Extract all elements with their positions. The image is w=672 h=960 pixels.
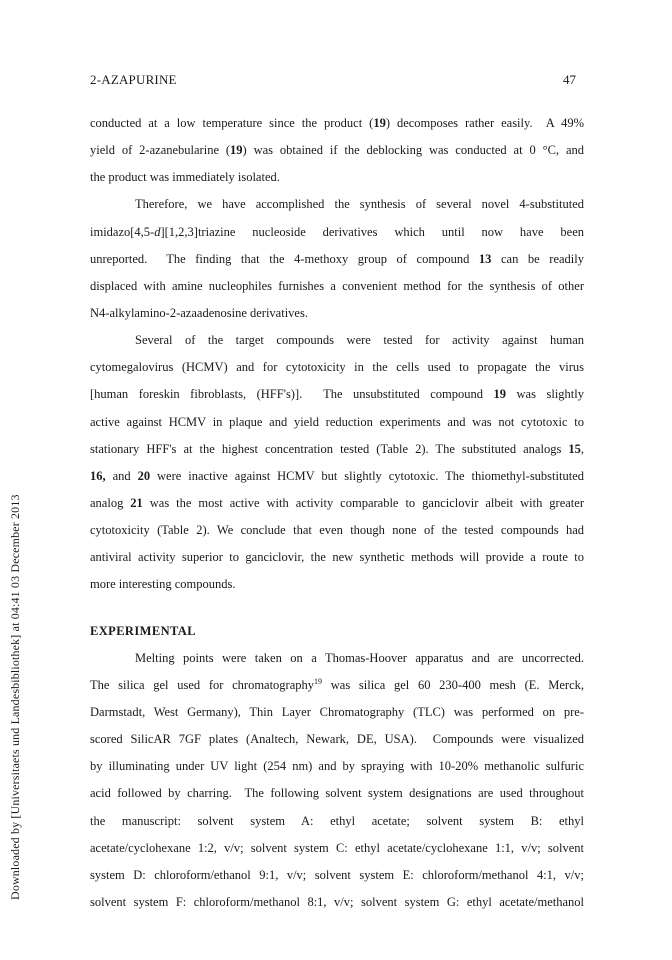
text-line: stationary HFF's at the highest concentration tested (Table 2). The substituted analogs 15,	[90, 441, 584, 456]
text-line: displaced with amine nucleophiles furnishes a convenient method for the synthesis of other	[90, 278, 584, 293]
text-line: analog 21 was the most active with activity comparable to ganciclovir albeit with greater	[90, 495, 584, 510]
text-line: the product was immediately isolated.	[90, 170, 280, 185]
text-line: imidazo[4,5-d][1,2,3]triazine nucleoside derivatives which until now have been	[90, 224, 584, 239]
page-body	[90, 110, 584, 916]
text-line: active against HCMV in plaque and yield reduction experiments and was not cytotoxic to	[90, 414, 584, 429]
text-line: Melting points were taken on a Thomas-Hoover apparatus and are uncorrected.	[135, 650, 584, 665]
text-line: Therefore, we have accomplished the synthesis of several novel 4-substituted	[135, 197, 584, 212]
text-line: more interesting compounds.	[90, 577, 236, 592]
text-line: antiviral activity superior to ganciclovir, the new synthetic methods will provide a route to	[90, 550, 584, 565]
text-line: system D: chloroform/ethanol 9:1, v/v; solvent system E: chloroform/methanol 4:1, v/v;	[90, 867, 584, 882]
running-title: 2-AZAPURINE	[90, 72, 177, 87]
text-line: solvent system F: chloroform/methanol 8:1, v/v; solvent system G: ethyl acetate/methanol	[90, 894, 584, 909]
page-number: 47	[563, 72, 576, 87]
text-line: cytotoxicity (Table 2). We conclude that even though none of the tested compounds had	[90, 523, 584, 538]
text-line: [human foreskin fibroblasts, (HFF's)]. The unsubstituted compound 19 was slightly	[90, 387, 584, 402]
text-line: 16, and 20 were inactive against HCMV but slightly cytotoxic. The thiomethyl-substituted	[90, 468, 584, 483]
text-line: unreported. The finding that the 4-methoxy group of compound 13 can be readily	[90, 251, 584, 266]
section-heading: EXPERIMENTAL	[90, 623, 196, 638]
text-line: cytomegalovirus (HCMV) and for cytotoxicity in the cells used to propagate the virus	[90, 360, 584, 375]
text-line: N4-alkylamino-2-azaadenosine derivatives.	[90, 305, 308, 320]
text-line: acetate/cyclohexane 1:2, v/v; solvent system C: ethyl acetate/cyclohexane 1:1, v/v; solvent	[90, 840, 584, 855]
text-line: Several of the target compounds were tested for activity against human	[135, 333, 584, 348]
text-line: Darmstadt, West Germany), Thin Layer Chromatography (TLC) was performed on pre-	[90, 704, 584, 719]
download-watermark: Downloaded by [Universitaets und Landesbibliothek] at 04:41 03 December 2013	[8, 494, 22, 900]
text-line: acid followed by charring. The following solvent system designations are used throughout	[90, 786, 584, 801]
text-line: the manuscript: solvent system A: ethyl acetate; solvent system B: ethyl	[90, 813, 584, 828]
text-line: The silica gel used for chromatography$^{19}$ was silica gel 60 230-400 mesh (E. Merck,	[90, 676, 584, 692]
text-line: conducted at a low temperature since the product (19) decomposes rather easily. A 49%	[90, 116, 584, 130]
text-line: yield of 2-azanebularine (19) was obtained if the deblocking was conducted at 0 °C, and	[90, 143, 584, 158]
text-line: scored SilicAR 7GF plates (Analtech, Newark, DE, USA). Compounds were visualized	[90, 732, 584, 747]
text-line: by illuminating under UV light (254 nm) and by spraying with 10-20% methanolic sulfuric	[90, 759, 584, 774]
